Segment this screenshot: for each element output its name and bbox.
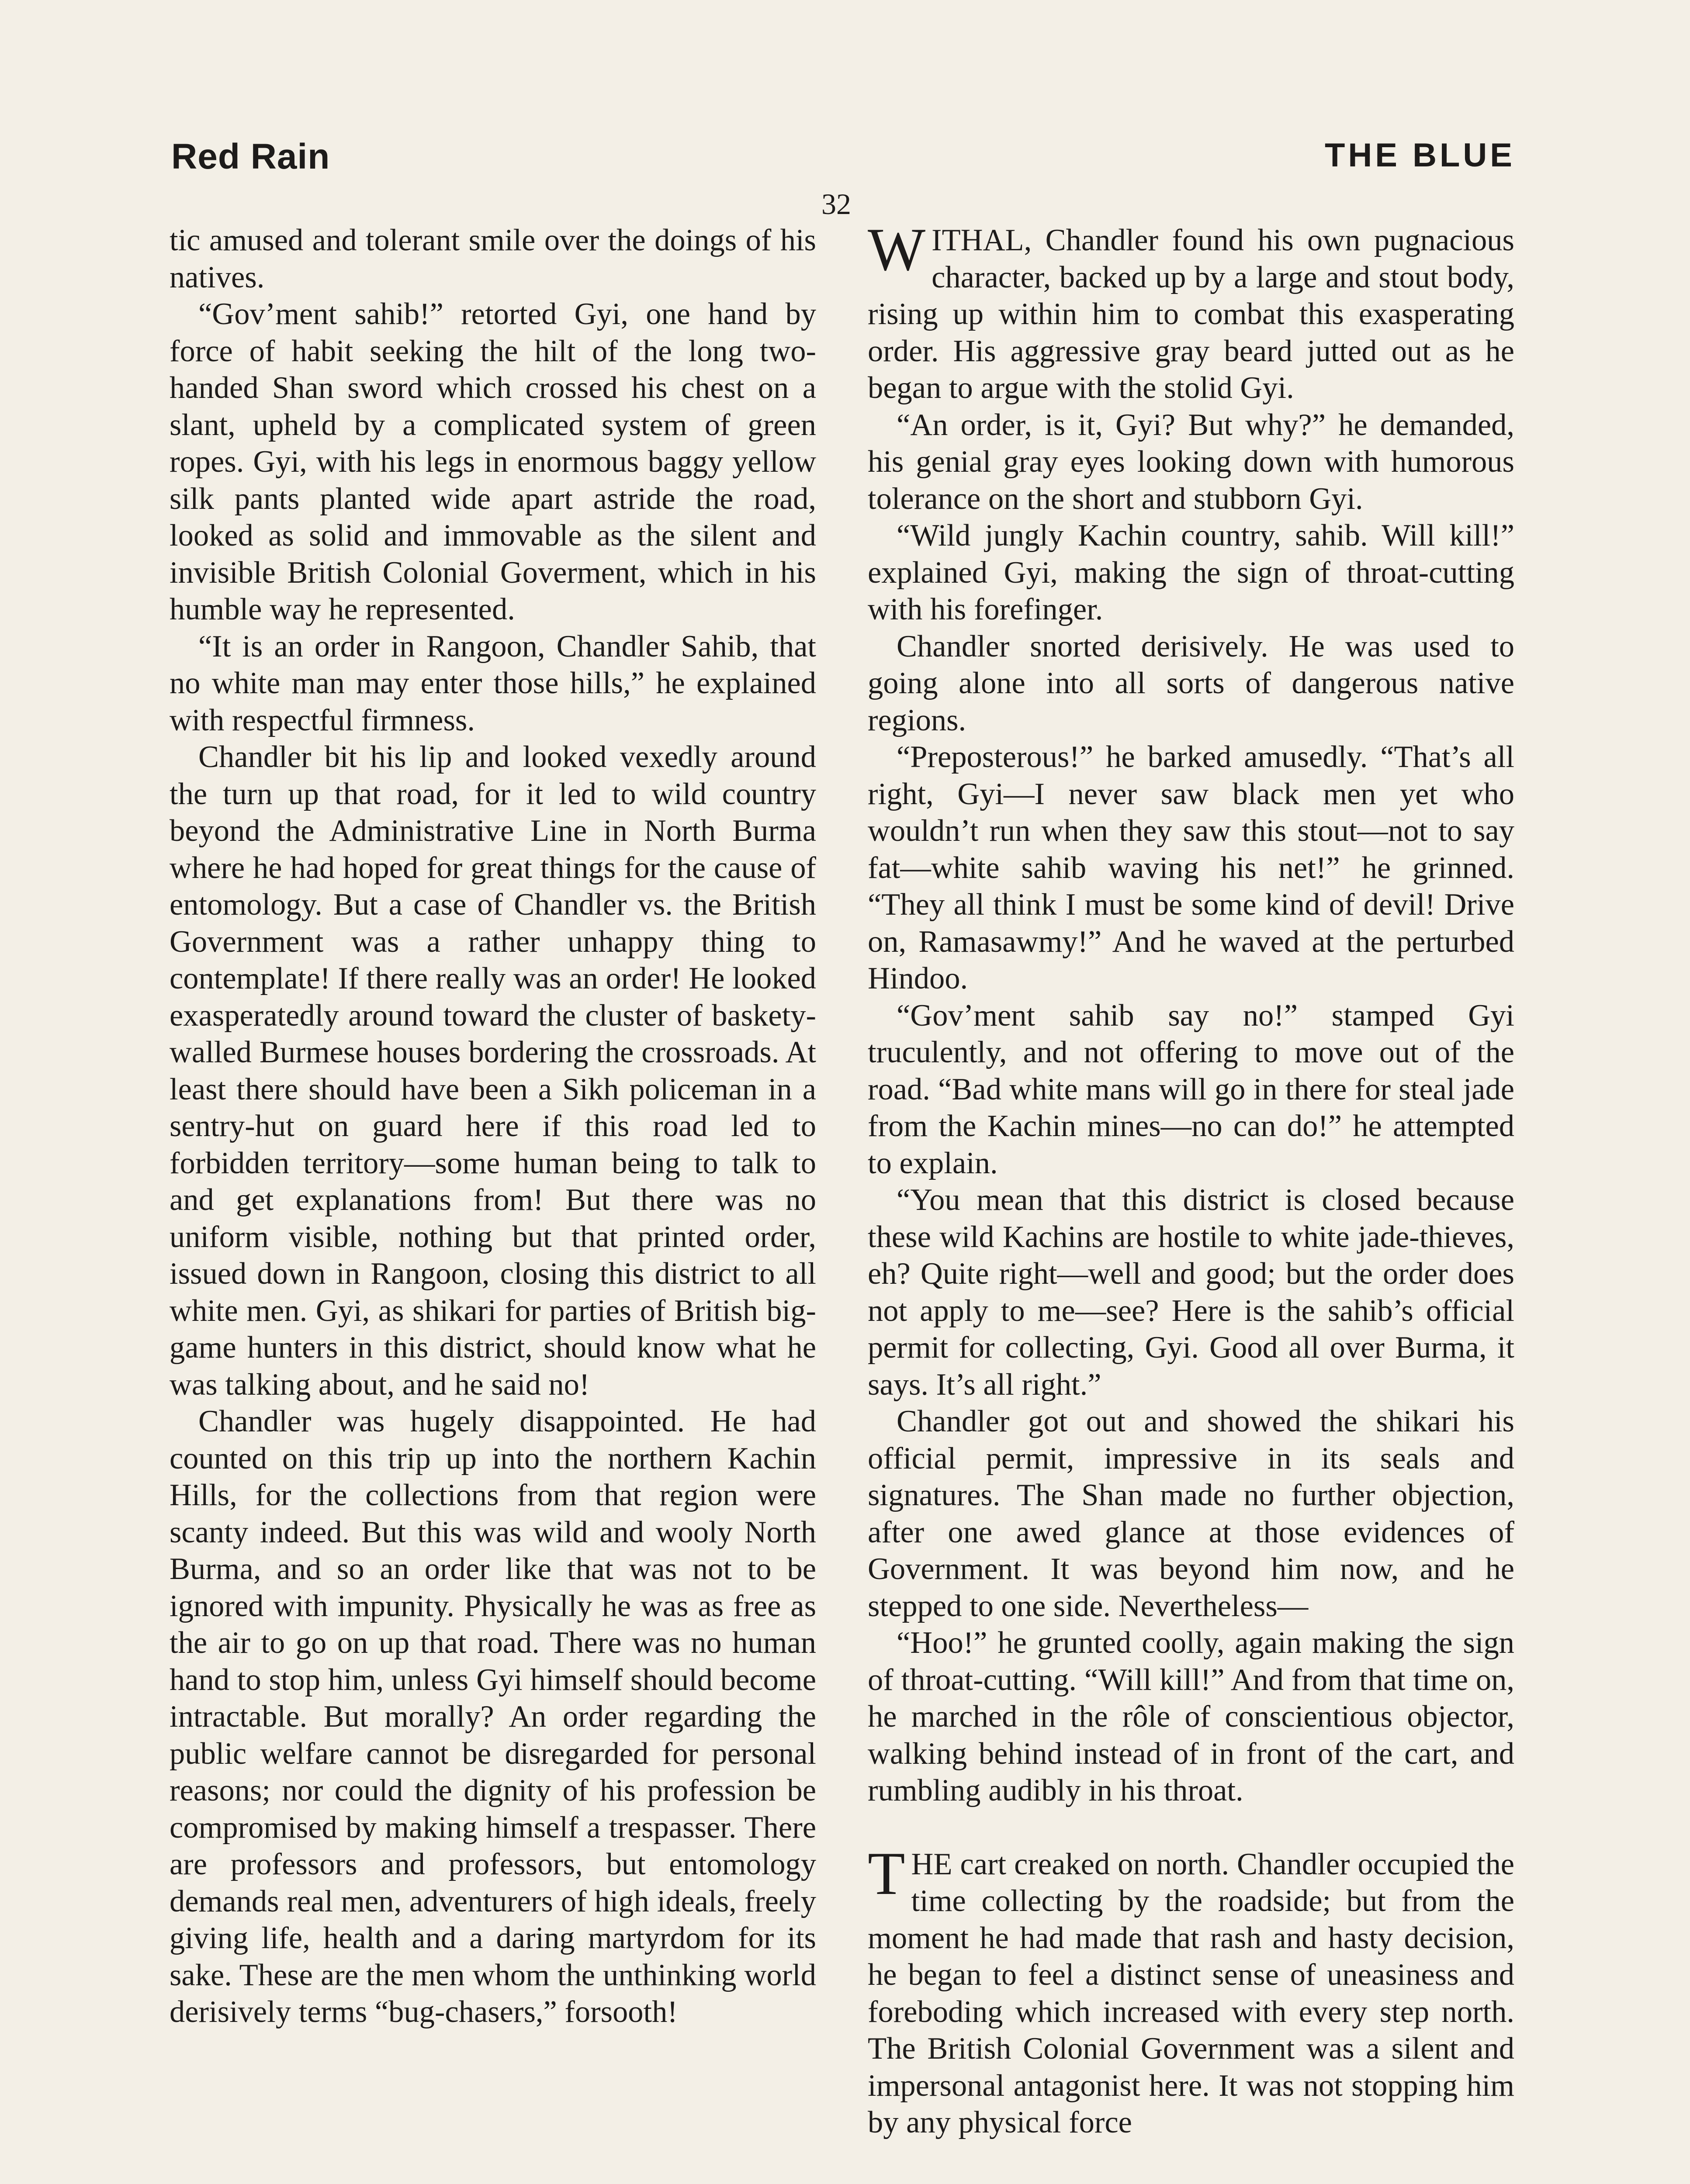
paragraph: tic amused and tolerant smile over the doings of his natives.	[170, 223, 816, 294]
paragraph: “It is an order in Rangoon, Chandler Sahib, that no white man may enter those hills,” he explained with respectful firmness.	[170, 629, 816, 737]
paragraph: “Wild jungly Kachin country, sahib. Will kill!” explained Gyi, making the sign of throat-cutting with his forefinger.	[868, 518, 1514, 626]
paragraph: Chandler snorted derisively. He was used to going alone into all sorts of dangerous native regions.	[868, 629, 1514, 737]
paragraph: “Gov’ment sahib say no!” stamped Gyi truculently, and not offering to move out of the road. “Bad white mans will go in there for steal jade from the Kachin mines—no can do!” he attempted to explain.	[868, 998, 1514, 1180]
section-paragraph	[868, 1839, 1514, 2141]
paragraph-text: ITHAL, Chandler found his own pugnacious character, backed up by a large and stout body, rising up within him to combat this exasperating order. His aggressive gray beard jutted out as he began to argue with the stolid Gyi.	[868, 223, 1514, 405]
paragraph: “Preposterous!” he barked amusedly. “That’s all right, Gyi—I never saw black men yet who wouldn’t run when they saw this stout—not to say fat—white sahib waving his net!” he grinned. “They all think I must be some kind of devil! Drive on, Ramasawmy!” And he waved at the perturbed Hindoo.	[868, 740, 1514, 995]
drop-cap: W	[868, 216, 926, 283]
left-column	[170, 222, 816, 2031]
paragraph: Chandler was hugely disappointed. He had counted on this trip up into the northern Kachin Hills, for the collections from that region were scanty indeed. But this was wild and wooly North Burma, and so an order like that was not to be ignored with impunity. Physically he was as free as the air to go on up that road. There was no human hand to stop him, unless Gyi himself should become intractable. But morally? An order regarding the public welfare cannot be disregarded for personal reasons; nor could the dignity of his profession be compromised by making himself a trespasser. There are professors and professors, but entomology demands real men, adventurers of high ideals, freely giving life, health and a daring martyrdom for its sake. These are the men whom the unthinking world derisively terms “bug-chasers,” forsooth!	[170, 1404, 816, 2029]
magazine-name-header: THE BLUE	[1325, 137, 1515, 174]
right-column	[868, 216, 1514, 2141]
paragraph: Chandler got out and showed the shikari his official permit, impressive in its seals and signatures. The Shan made no further objection, after one awed glance at those evidences of Government. It was beyond him now, and he stepped to one side. Nevertheless—	[868, 1404, 1514, 1623]
story-title-header: Red Rain	[171, 137, 330, 176]
paragraph: “You mean that this district is closed because these wild Kachins are hostile to white jade-thieves, eh? Quite right—well and good; but the order does not apply to me—see? Here is the sahib’s official permit for collecting, Gyi. Good all over Burma, it says. It’s all right.”	[868, 1183, 1514, 1402]
paragraph: “An order, is it, Gyi? But why?” he demanded, his genial gray eyes looking down with humorous tolerance on the short and stubborn Gyi.	[868, 408, 1514, 516]
paragraph: “Hoo!” he grunted coolly, again making the sign of throat-cutting. “Will kill!” And from that time on, he marched in the rôle of conscientious objector, walking behind instead of in front of the cart, and rumbling audibly in his throat.	[868, 1626, 1514, 1807]
page-number: 32	[821, 187, 851, 221]
paragraph	[868, 216, 1514, 407]
paragraph: Chandler bit his lip and looked vexedly around the turn up that road, for it led to wild country beyond the Administrative Line in North Burma where he had hoped for great things for the cause of entomology. But a case of Chandler vs. the British Government was a rather unhappy thing to contemplate! If there really was an order! He looked exasperatedly around toward the cluster of baskety-walled Burmese houses bordering the crossroads. At least there should have been a Sikh policeman in a sentry-hut on guard here if this road led to forbidden territory—some human being to talk to and get explanations from! But there was no uniform visible, nothing but that printed order, issued down in Rangoon, closing this district to all white men. Gyi, as shikari for parties of British big-game hunters in this district, should know what he was talking about, and he said no!	[170, 740, 816, 1402]
paragraph: “Gov’ment sahib!” retorted Gyi, one hand by force of habit seeking the hilt of the long two-handed Shan sword which crossed his chest on a slant, upheld by a complicated system of green ropes. Gyi, with his legs in enormous baggy yellow silk pants planted wide apart astride the road, looked as solid and immovable as the silent and invisible British Colonial Goverment, which in his humble way he represented.	[170, 297, 816, 626]
drop-cap: T	[868, 1839, 905, 1908]
paragraph-text: HE cart creaked on north. Chandler occupied the time collecting by the roadside; but from the moment he had made that rash and hasty decision, he began to feel a distinct sense of uneasiness and foreboding which increased with every step north. The British Colonial Government was a silent and impersonal antagonist here. It was not stopping him by any physical force	[868, 1847, 1514, 2139]
